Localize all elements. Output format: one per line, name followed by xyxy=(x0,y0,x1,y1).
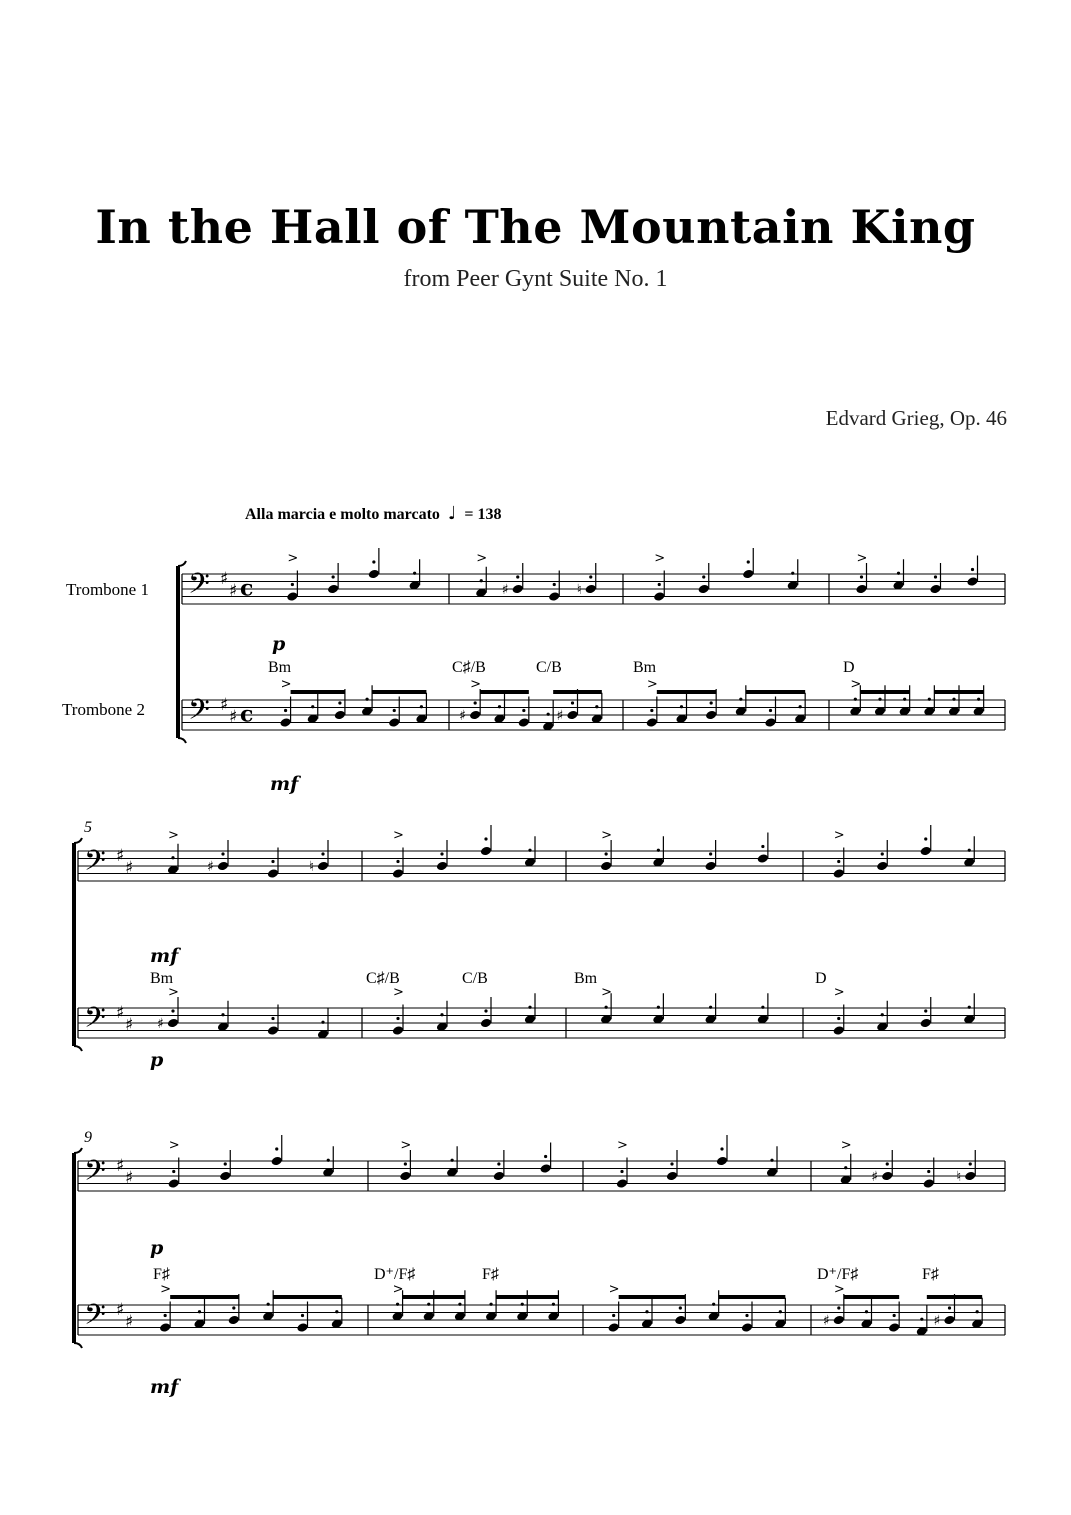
staccato-dot xyxy=(844,1166,847,1169)
notehead xyxy=(279,717,291,728)
staccato-dot xyxy=(393,709,396,712)
dynamic-marking: p xyxy=(150,1237,164,1259)
staccato-dot xyxy=(837,1306,840,1309)
notehead xyxy=(548,591,560,602)
staccato-dot xyxy=(948,1306,951,1309)
notehead xyxy=(493,1171,505,1182)
staccato-dot xyxy=(516,575,519,578)
staccato-dot xyxy=(404,1162,407,1165)
notehead xyxy=(392,1025,404,1036)
tempo-text: Alla marcia e molto marcato xyxy=(245,506,440,523)
notehead xyxy=(168,1178,180,1189)
notehead xyxy=(833,868,845,879)
notehead xyxy=(616,1178,628,1189)
staccato-dot xyxy=(878,698,881,701)
chord-symbol: D⁺/F♯ xyxy=(817,1266,859,1283)
staccato-dot xyxy=(612,1314,615,1317)
sharp-icon: ♯ xyxy=(501,582,509,598)
staccato-dot xyxy=(854,698,857,701)
notehead xyxy=(855,584,867,595)
staccato-dot xyxy=(396,860,399,863)
notehead xyxy=(833,1025,845,1036)
accent-icon: > xyxy=(601,828,613,843)
notehead xyxy=(228,1315,240,1326)
accent-icon: > xyxy=(280,677,292,692)
staccato-dot xyxy=(221,852,224,855)
bass-clef-icon: 𝄢 xyxy=(188,567,210,608)
notehead xyxy=(480,1018,492,1029)
notehead xyxy=(436,861,448,872)
staccato-dot xyxy=(605,1006,608,1009)
chord-symbol: Bm xyxy=(574,970,598,987)
notehead xyxy=(539,1163,551,1174)
notehead xyxy=(368,569,380,580)
accent-icon: > xyxy=(393,828,404,843)
staccato-dot xyxy=(720,1147,723,1150)
staccato-dot xyxy=(779,1310,782,1313)
notehead xyxy=(296,1322,308,1333)
staccato-dot xyxy=(396,1017,399,1020)
chord-symbol: C/B xyxy=(536,659,562,676)
staccato-dot xyxy=(934,575,937,578)
staccato-dot xyxy=(440,852,443,855)
staccato-dot xyxy=(680,705,683,708)
sharp-icon: ♯ xyxy=(229,580,238,601)
staccato-dot xyxy=(498,705,501,708)
notehead xyxy=(286,591,298,602)
staccato-dot xyxy=(271,1017,274,1020)
notehead xyxy=(167,1018,179,1029)
accent-icon: > xyxy=(856,551,868,566)
accent-icon: > xyxy=(160,1282,172,1297)
natural-icon: ♮ xyxy=(576,582,582,598)
staccato-dot xyxy=(451,1159,454,1162)
staccato-dot xyxy=(321,852,324,855)
staccato-dot xyxy=(474,701,477,704)
quarter-note-icon: ♩ xyxy=(447,503,457,524)
accent-icon: > xyxy=(168,1138,180,1153)
staccato-dot xyxy=(547,713,550,716)
staccato-dot xyxy=(522,709,525,712)
staccato-dot xyxy=(605,852,608,855)
staccato-dot xyxy=(881,1013,884,1016)
staccato-dot xyxy=(413,572,416,575)
notehead xyxy=(698,584,710,595)
chord-symbol: C/B xyxy=(462,970,488,987)
notehead xyxy=(964,1171,976,1182)
staccato-dot xyxy=(221,1013,224,1016)
notehead xyxy=(888,1322,900,1333)
notehead xyxy=(646,717,658,728)
chord-symbol: C♯/B xyxy=(452,659,486,676)
bass-clef-icon: 𝄢 xyxy=(84,1001,106,1042)
dynamic-marking: p xyxy=(150,1049,164,1071)
staccato-dot xyxy=(769,709,772,712)
notehead xyxy=(469,710,481,721)
staccato-dot xyxy=(977,698,980,701)
staccato-dot xyxy=(657,1006,660,1009)
staccato-dot xyxy=(458,1303,461,1306)
staccato-dot xyxy=(311,705,314,708)
accent-icon: > xyxy=(601,985,613,1000)
common-time-icon: c xyxy=(240,701,254,728)
notehead xyxy=(585,584,597,595)
staccato-dot xyxy=(301,1314,304,1317)
staccato-dot xyxy=(427,1303,430,1306)
chord-symbol: C♯/B xyxy=(366,970,400,987)
score-title: In the Hall of The Mountain King xyxy=(95,200,976,254)
staccato-dot xyxy=(745,1314,748,1317)
sharp-icon: ♯ xyxy=(229,706,238,727)
staccato-dot xyxy=(952,698,955,701)
chord-symbol: F♯ xyxy=(153,1266,170,1283)
staccato-dot xyxy=(484,1009,487,1012)
accent-icon: > xyxy=(287,551,299,566)
dynamic-marking: mf xyxy=(150,945,179,967)
notehead xyxy=(217,861,229,872)
notehead xyxy=(920,846,932,857)
staccato-dot xyxy=(893,1314,896,1317)
staccato-dot xyxy=(928,698,931,701)
chord-symbol: Bm xyxy=(268,659,292,676)
staccato-dot xyxy=(440,1013,443,1016)
staccato-dot xyxy=(712,1303,715,1306)
composer-credit: Edvard Grieg, Op. 46 xyxy=(825,406,1007,430)
measure-number: 5 xyxy=(84,819,92,836)
staccato-dot xyxy=(791,572,794,575)
staccato-dot xyxy=(275,1147,278,1150)
staccato-dot xyxy=(365,698,368,701)
staccato-dot xyxy=(321,1021,324,1024)
staccato-dot xyxy=(886,1162,889,1165)
notehead xyxy=(607,1322,619,1333)
staccato-dot xyxy=(924,1009,927,1012)
staccato-dot xyxy=(620,1170,623,1173)
staccato-dot xyxy=(571,701,574,704)
sharp-icon: ♯ xyxy=(116,1299,125,1320)
staccato-dot xyxy=(198,1310,201,1313)
notehead xyxy=(327,584,339,595)
notehead xyxy=(518,717,530,728)
common-time-icon: c xyxy=(240,575,254,602)
staccato-dot xyxy=(497,1162,500,1165)
sharp-icon: ♯ xyxy=(822,1313,830,1329)
sharp-icon: ♯ xyxy=(116,1155,125,1176)
staccato-dot xyxy=(484,837,487,840)
notehead xyxy=(757,853,769,864)
dynamic-marking: p xyxy=(272,633,286,655)
staccato-dot xyxy=(595,705,598,708)
chord-symbol: D xyxy=(843,659,855,676)
staccato-dot xyxy=(761,1006,764,1009)
staccato-dot xyxy=(968,1006,971,1009)
notehead xyxy=(741,1322,753,1333)
staccato-dot xyxy=(976,1310,979,1313)
notehead xyxy=(334,710,346,721)
staccato-dot xyxy=(702,575,705,578)
staccato-dot xyxy=(164,1314,167,1317)
notehead xyxy=(317,861,329,872)
accent-icon: > xyxy=(833,1282,845,1297)
notehead xyxy=(705,710,717,721)
notehead xyxy=(388,717,400,728)
staccato-dot xyxy=(837,860,840,863)
tempo-bpm: = 138 xyxy=(464,506,502,523)
sharp-icon: ♯ xyxy=(933,1313,941,1329)
staccato-dot xyxy=(658,583,661,586)
staccato-dot xyxy=(710,701,713,704)
staccato-dot xyxy=(338,701,341,704)
natural-icon: ♮ xyxy=(956,1169,962,1185)
bass-clef-icon: 𝄢 xyxy=(84,1298,106,1339)
bass-clef-icon: 𝄢 xyxy=(188,693,210,734)
staccato-dot xyxy=(480,579,483,582)
sharp-icon: ♯ xyxy=(157,1016,164,1032)
natural-icon: ♮ xyxy=(309,859,315,875)
sharp-icon: ♯ xyxy=(116,1002,125,1023)
notehead xyxy=(512,584,524,595)
staccato-dot xyxy=(679,1306,682,1309)
chord-symbol: F♯ xyxy=(482,1266,499,1283)
instrument-label-trombone-1: Trombone 1 xyxy=(66,580,149,599)
notehead xyxy=(271,1156,283,1167)
staccato-dot xyxy=(645,1310,648,1313)
notehead xyxy=(876,861,888,872)
staccato-dot xyxy=(335,1310,338,1313)
accent-icon: > xyxy=(470,677,482,692)
accent-icon: > xyxy=(400,1138,412,1153)
staccato-dot xyxy=(761,845,764,848)
instrument-label-trombone-2: Trombone 2 xyxy=(62,700,145,719)
staccato-dot xyxy=(903,698,906,701)
accent-icon: > xyxy=(617,1138,628,1153)
staccato-dot xyxy=(372,560,375,563)
staccato-dot xyxy=(291,583,294,586)
sharp-icon: ♯ xyxy=(125,857,134,878)
notehead xyxy=(159,1322,171,1333)
staccato-dot xyxy=(971,568,974,571)
sharp-icon: ♯ xyxy=(220,568,229,589)
dynamic-marking: mf xyxy=(270,773,299,795)
notehead xyxy=(666,1171,678,1182)
accent-icon: > xyxy=(168,828,179,843)
dynamic-marking: mf xyxy=(150,1376,179,1398)
notehead xyxy=(716,1156,728,1167)
notehead xyxy=(704,861,716,872)
accent-icon: > xyxy=(654,551,666,566)
staccato-dot xyxy=(267,1303,270,1306)
staccato-dot xyxy=(589,575,592,578)
staccato-dot xyxy=(552,1303,555,1306)
accent-icon: > xyxy=(476,551,488,566)
staccato-dot xyxy=(224,1162,227,1165)
staccato-dot xyxy=(709,852,712,855)
sharp-icon: ♯ xyxy=(220,694,229,715)
staccato-dot xyxy=(920,1318,923,1321)
staccato-dot xyxy=(171,1009,174,1012)
chord-symbol: D xyxy=(815,970,827,987)
sharp-icon: ♯ xyxy=(459,708,466,724)
sharp-icon: ♯ xyxy=(207,859,214,875)
notehead xyxy=(966,576,978,587)
sharp-icon: ♯ xyxy=(871,1169,879,1185)
staccato-dot xyxy=(332,575,335,578)
accent-icon: > xyxy=(833,828,845,843)
chord-symbol: Bm xyxy=(150,970,174,987)
staccato-dot xyxy=(657,849,660,852)
staccato-dot xyxy=(837,1017,840,1020)
notehead xyxy=(764,717,776,728)
staccato-dot xyxy=(860,575,863,578)
staccato-dot xyxy=(709,1006,712,1009)
staccato-dot xyxy=(420,705,423,708)
staccato-dot xyxy=(553,583,556,586)
notehead xyxy=(392,868,404,879)
staccato-dot xyxy=(271,860,274,863)
notehead xyxy=(929,584,941,595)
notehead xyxy=(267,868,279,879)
accent-icon: > xyxy=(168,985,179,1000)
staccato-dot xyxy=(747,560,750,563)
accent-icon: > xyxy=(393,985,404,1000)
staccato-dot xyxy=(968,849,971,852)
accent-icon: > xyxy=(646,677,658,692)
staccato-dot xyxy=(650,709,653,712)
notehead xyxy=(833,1315,845,1326)
notehead xyxy=(742,569,754,580)
staccato-dot xyxy=(544,1155,547,1158)
accent-icon: > xyxy=(392,1282,404,1297)
notehead xyxy=(923,1178,935,1189)
staccato-dot xyxy=(528,849,531,852)
staccato-dot xyxy=(865,1310,868,1313)
staccato-dot xyxy=(396,1303,399,1306)
sharp-icon: ♯ xyxy=(556,708,564,724)
chord-symbol: F♯ xyxy=(922,1266,939,1283)
staccato-dot xyxy=(489,1303,492,1306)
staccato-dot xyxy=(799,705,802,708)
staccato-dot xyxy=(171,856,174,859)
staccato-dot xyxy=(521,1303,524,1306)
accent-icon: > xyxy=(833,985,845,1000)
measure-number: 9 xyxy=(84,1129,92,1146)
notehead xyxy=(920,1018,932,1029)
staccato-dot xyxy=(881,852,884,855)
notehead xyxy=(600,861,612,872)
staccato-dot xyxy=(528,1006,531,1009)
staccato-dot xyxy=(232,1306,235,1309)
bass-clef-icon: 𝄢 xyxy=(84,844,106,885)
bass-clef-icon: 𝄢 xyxy=(84,1154,106,1195)
accent-icon: > xyxy=(608,1282,620,1297)
staccato-dot xyxy=(897,572,900,575)
staccato-dot xyxy=(739,698,742,701)
staccato-dot xyxy=(172,1170,175,1173)
notehead xyxy=(653,591,665,602)
staccato-dot xyxy=(969,1162,972,1165)
sharp-icon: ♯ xyxy=(125,1167,134,1188)
staccato-dot xyxy=(924,837,927,840)
notehead xyxy=(399,1171,411,1182)
staccato-dot xyxy=(927,1170,930,1173)
notehead xyxy=(881,1171,893,1182)
staccato-dot xyxy=(284,709,287,712)
accent-icon: > xyxy=(840,1138,852,1153)
staccato-dot xyxy=(670,1162,673,1165)
score-subtitle: from Peer Gynt Suite No. 1 xyxy=(403,266,668,292)
accent-icon: > xyxy=(850,677,862,692)
notehead xyxy=(943,1315,955,1326)
sharp-icon: ♯ xyxy=(125,1311,134,1332)
notehead xyxy=(219,1171,231,1182)
notehead xyxy=(566,710,578,721)
staccato-dot xyxy=(770,1159,773,1162)
notehead xyxy=(480,846,492,857)
notehead xyxy=(674,1315,686,1326)
chord-symbol: D⁺/F♯ xyxy=(374,1266,416,1283)
sharp-icon: ♯ xyxy=(116,845,125,866)
chord-symbol: Bm xyxy=(633,659,657,676)
notehead xyxy=(267,1025,279,1036)
staccato-dot xyxy=(327,1159,330,1162)
sharp-icon: ♯ xyxy=(125,1014,134,1035)
